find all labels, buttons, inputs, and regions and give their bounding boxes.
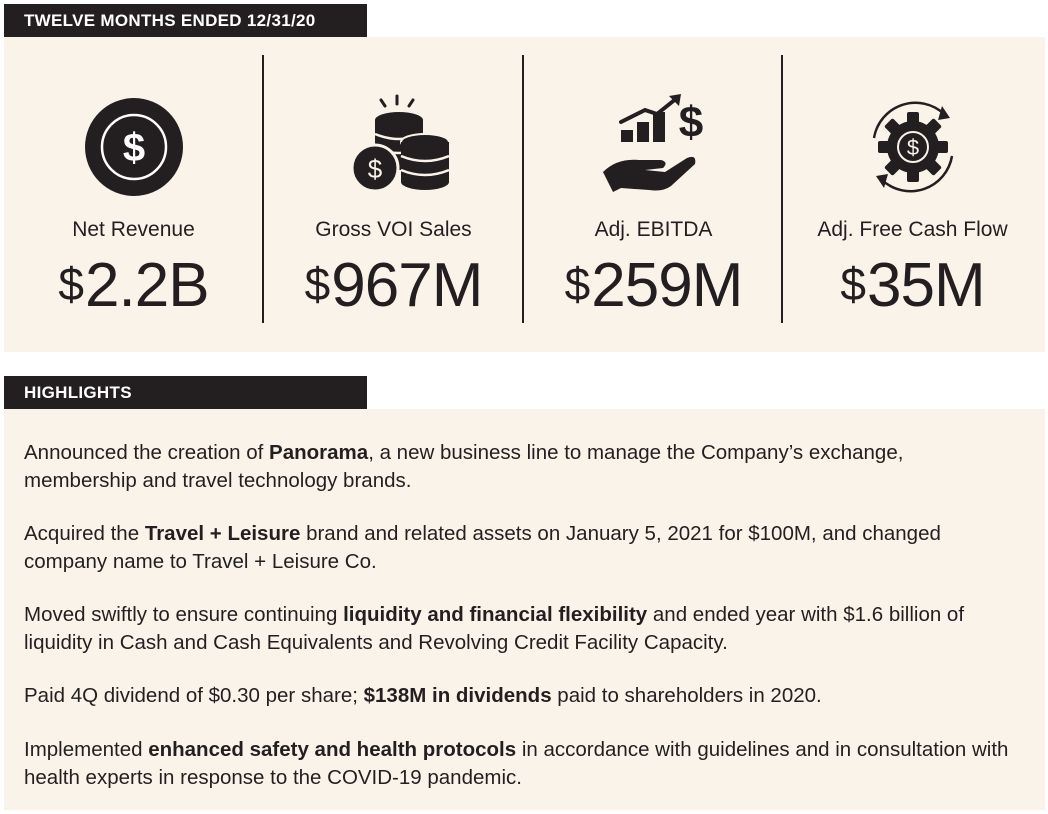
highlight-bold: Travel + Leisure (144, 522, 301, 545)
highlight-text: in accordance with guidelines and in consultation with health experts in response to the COVID-19 pandemic. (24, 738, 1009, 789)
dollar-coin-icon (79, 92, 189, 202)
metric-adj-free-cash-flow (783, 37, 1042, 352)
metric-gross-voi-sales (264, 37, 523, 352)
highlight-item (24, 601, 1014, 657)
dollar-glyph: $ (678, 98, 703, 147)
dollar-glyph: $ (367, 154, 382, 184)
highlight-bold: $138M in dividends (363, 684, 552, 707)
dollar-gear-cycle-icon (858, 92, 968, 202)
dollar-glyph: $ (906, 135, 919, 160)
period-tab: TWELVE MONTHS ENDED 12/31/20 (4, 4, 367, 37)
highlight-item (24, 682, 1014, 710)
highlight-bold: enhanced safety and health protocols (148, 738, 517, 761)
highlight-text: Moved swiftly to ensure continuing (24, 603, 344, 626)
metric-value (4, 250, 263, 321)
highlight-bold: liquidity and financial flexibility (343, 603, 648, 626)
metric-value (783, 250, 1042, 321)
highlight-text: brand and related assets on January 5, 2021 for $100M, and changed company name to Travel + Leisure Co. (24, 522, 941, 573)
highlight-text: Implemented (24, 738, 149, 761)
highlights-tab: HIGHLIGHTS (4, 376, 367, 409)
highlight-bold: Panorama (269, 441, 369, 464)
highlight-text: and ended year with $1.6 billion of liquidity in Cash and Cash Equivalents and Revolving Credit Facility Capacity. (24, 603, 965, 654)
metric-label: Adj. EBITDA (594, 218, 713, 241)
metric-amount: 2.2B (85, 251, 209, 320)
metric-amount: 259M (591, 251, 743, 320)
metric-amount: 35M (866, 251, 985, 320)
hand-growth-chart-icon (599, 92, 709, 202)
dollar-glyph: $ (122, 126, 145, 170)
highlight-text: paid to shareholders in 2020. (551, 684, 822, 707)
metric-net-revenue (4, 37, 263, 352)
metric-adj-ebitda (524, 37, 783, 352)
metric-label: Adj. Free Cash Flow (817, 218, 1008, 241)
currency-symbol: $ (304, 258, 330, 310)
highlight-text: , a new business line to manage the Company’s exchange, membership and travel technology brands. (24, 441, 904, 492)
metrics-panel (4, 37, 1045, 352)
highlight-text: Acquired the (24, 522, 145, 545)
metric-value (524, 250, 783, 321)
highlight-item (24, 439, 1014, 495)
currency-symbol: $ (840, 258, 865, 310)
highlight-text: Announced the creation of (24, 441, 270, 464)
highlight-item (24, 520, 1014, 576)
metric-amount: 967M (331, 251, 483, 320)
highlight-item (24, 736, 1014, 792)
currency-symbol: $ (564, 258, 590, 310)
currency-symbol: $ (58, 258, 84, 310)
highlights-panel (4, 409, 1045, 810)
metric-label: Net Revenue (72, 218, 195, 241)
metric-label: Gross VOI Sales (315, 218, 472, 241)
highlight-text: Paid 4Q dividend of $0.30 per share; (24, 684, 364, 707)
coin-stacks-icon (339, 92, 449, 202)
metric-value (264, 250, 523, 321)
